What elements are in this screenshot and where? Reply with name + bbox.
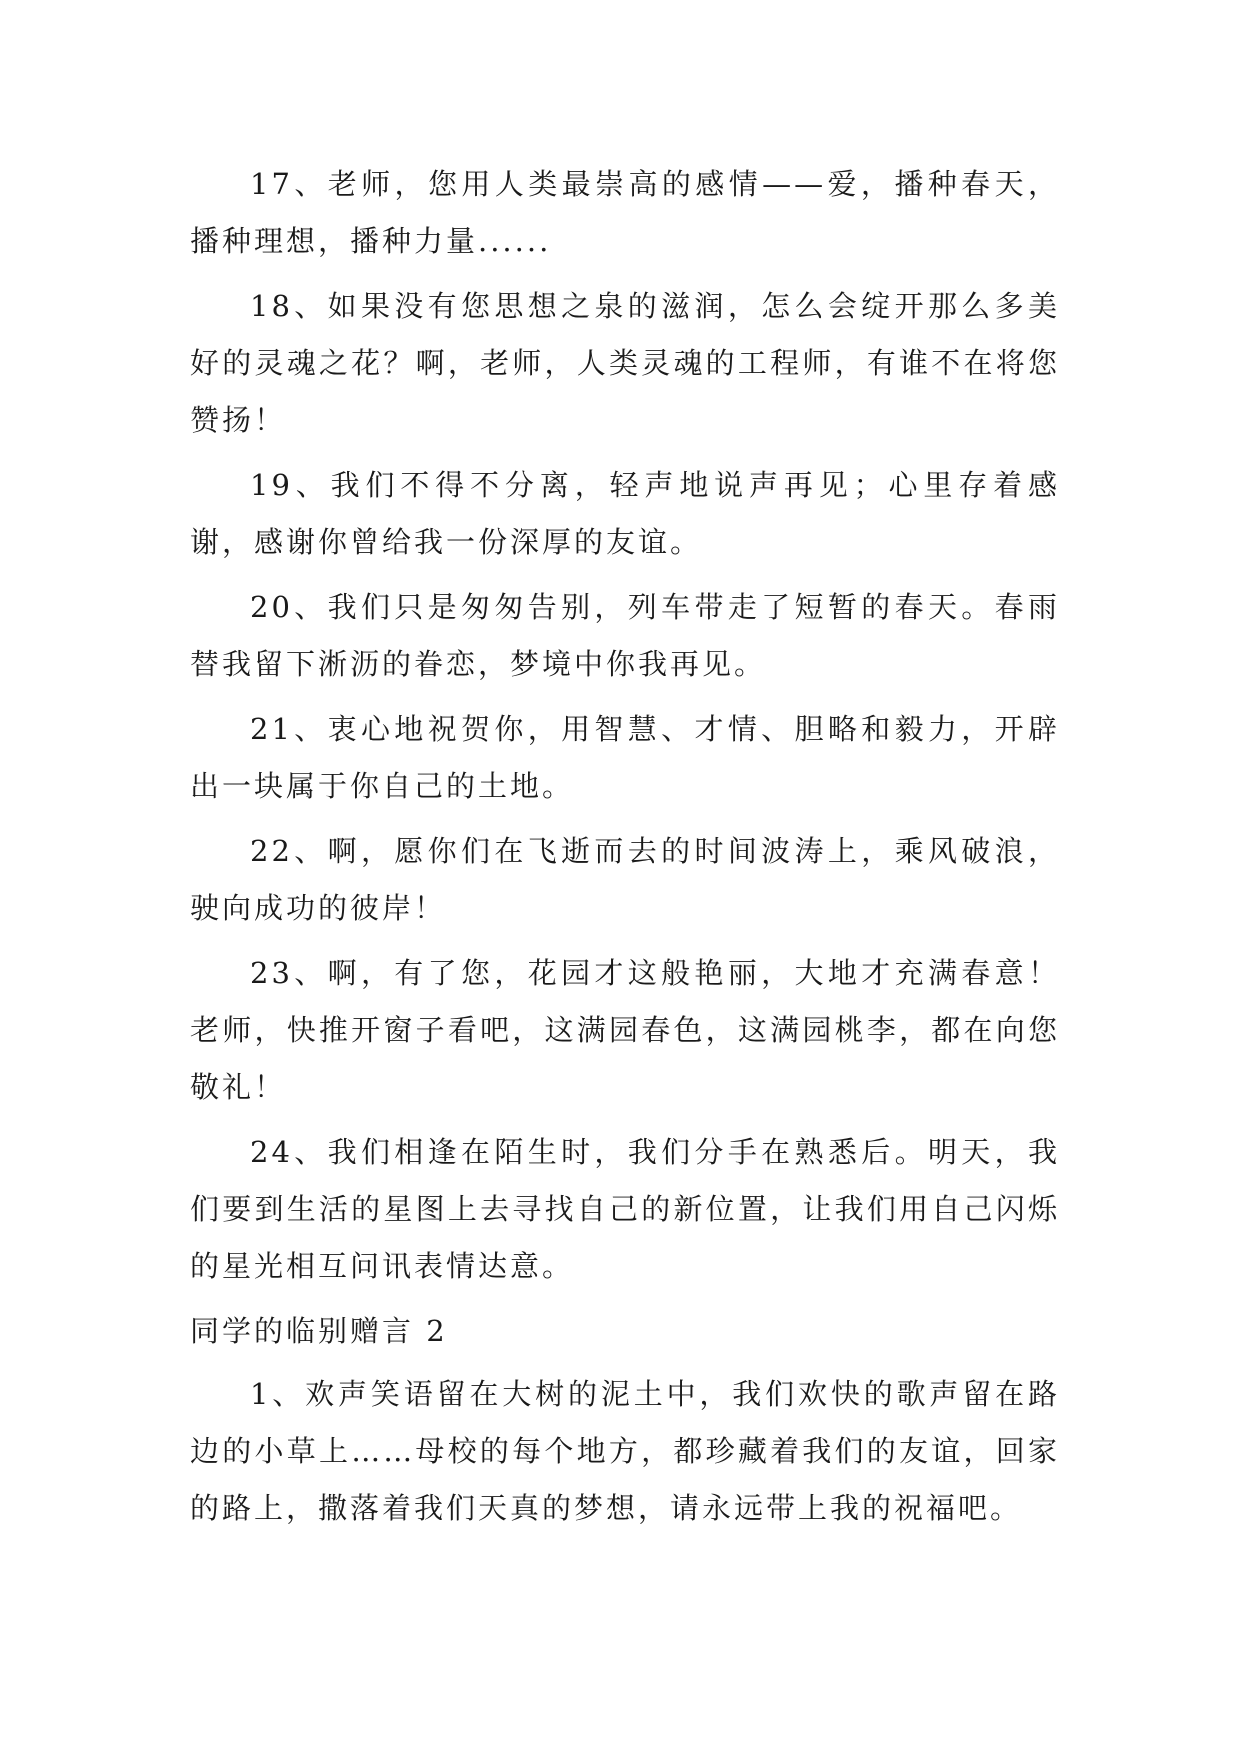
document-body: [190, 156, 1060, 1545]
paragraph-19: 19、我们不得不分离，轻声地说声再见；心里存着感谢，感谢你曾给我一份深厚的友谊。: [190, 468, 1060, 559]
paragraph-1: 1、欢声笑语留在大树的泥土中，我们欢快的歌声留在路边的小草上……母校的每个地方，都珍藏着我们的友谊，回家的路上，撒落着我们天真的梦想，请永远带上我的祝福吧。: [190, 1377, 1060, 1525]
paragraph-22: 22、啊，愿你们在飞逝而去的时间波涛上，乘风破浪，驶向成功的彼岸！: [190, 834, 1060, 925]
paragraph-20: 20、我们只是匆匆告别，列车带走了短暂的春天。春雨替我留下淅沥的眷恋，梦境中你我再见。: [190, 590, 1060, 681]
paragraph-17: 17、老师，您用人类最崇高的感情——爱，播种春天，播种理想，播种力量......: [190, 167, 1060, 258]
paragraph-23: 23、啊，有了您，花园才这般艳丽，大地才充满春意！老师，快推开窗子看吧，这满园春色，这满园桃李，都在向您敬礼！: [190, 956, 1060, 1104]
section-heading: 同学的临别赠言 2: [190, 1314, 448, 1348]
paragraph-24: 24、我们相逢在陌生时，我们分手在熟悉后。明天，我们要到生活的星图上去寻找自己的新位置，让我们用自己闪烁的星光相互问讯表情达意。: [190, 1135, 1060, 1283]
paragraph-21: 21、衷心地祝贺你，用智慧、才情、胆略和毅力，开辟出一块属于你自己的土地。: [190, 712, 1060, 803]
paragraph-18: 18、如果没有您思想之泉的滋润，怎么会绽开那么多美好的灵魂之花？啊，老师，人类灵魂的工程师，有谁不在将您赞扬！: [190, 289, 1060, 437]
